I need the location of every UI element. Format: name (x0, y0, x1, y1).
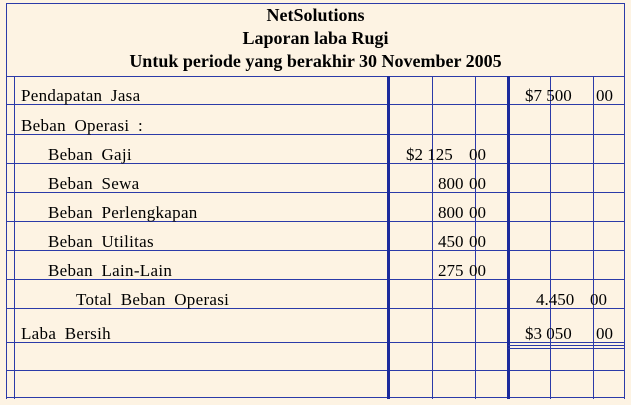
column-divider (507, 76, 510, 399)
right-border (624, 3, 625, 399)
amount-laba-bersih-dec: 00 (596, 324, 613, 343)
amount-total-beban-dec: 00 (590, 290, 607, 309)
amount-sewa-int: 800 (438, 174, 464, 193)
margin-line (14, 76, 15, 399)
bottom-border (6, 397, 625, 398)
left-border (6, 3, 7, 399)
double-underline (508, 345, 625, 346)
double-underline (508, 348, 625, 349)
row-label-beban-lain-lain: Beban Lain-Lain (48, 261, 173, 280)
row-label-beban-perlengkapan: Beban Perlengkapan (48, 203, 198, 222)
row-label-laba-bersih: Laba Bersih (21, 324, 111, 343)
row-label-beban-utilitas: Beban Utilitas (48, 232, 154, 251)
amount-pendapatan-dec: 00 (596, 86, 613, 105)
row-label-beban-operasi: Beban Operasi : (21, 116, 144, 135)
statement-header (6, 4, 625, 74)
amount-perlengkapan-dec: 00 (469, 203, 486, 222)
row-label-beban-sewa: Beban Sewa (48, 174, 140, 193)
company-name: NetSolutions (266, 5, 365, 25)
report-title: Laporan laba Rugi (242, 28, 389, 48)
amount-pendapatan-int: $7 500 (525, 86, 572, 105)
row-label-pendapatan-jasa: Pendapatan Jasa (21, 86, 141, 105)
amount-lain-lain-dec: 00 (469, 261, 486, 280)
amount-lain-lain-int: 275 (438, 261, 464, 280)
amount-total-beban-int: 4.450 (536, 290, 575, 309)
amount-utilitas-int: 450 (438, 232, 464, 251)
row-line (6, 370, 625, 371)
amount-sewa-dec: 00 (469, 174, 486, 193)
top-border (6, 3, 625, 4)
row-line (6, 76, 625, 77)
column-divider (432, 76, 433, 399)
column-divider (387, 76, 390, 399)
row-label-total-beban-operasi: Total Beban Operasi (76, 290, 230, 309)
column-divider (593, 76, 594, 399)
amount-laba-bersih-int: $3 050 (525, 324, 572, 343)
amount-gaji-dec: 00 (469, 145, 486, 164)
amount-gaji-int: $2 125 (406, 145, 453, 164)
amount-utilitas-dec: 00 (469, 232, 486, 251)
report-period: Untuk periode yang berakhir 30 November 2005 (129, 51, 502, 71)
row-label-beban-gaji: Beban Gaji (48, 145, 132, 164)
column-divider (550, 76, 551, 399)
amount-perlengkapan-int: 800 (438, 203, 464, 222)
